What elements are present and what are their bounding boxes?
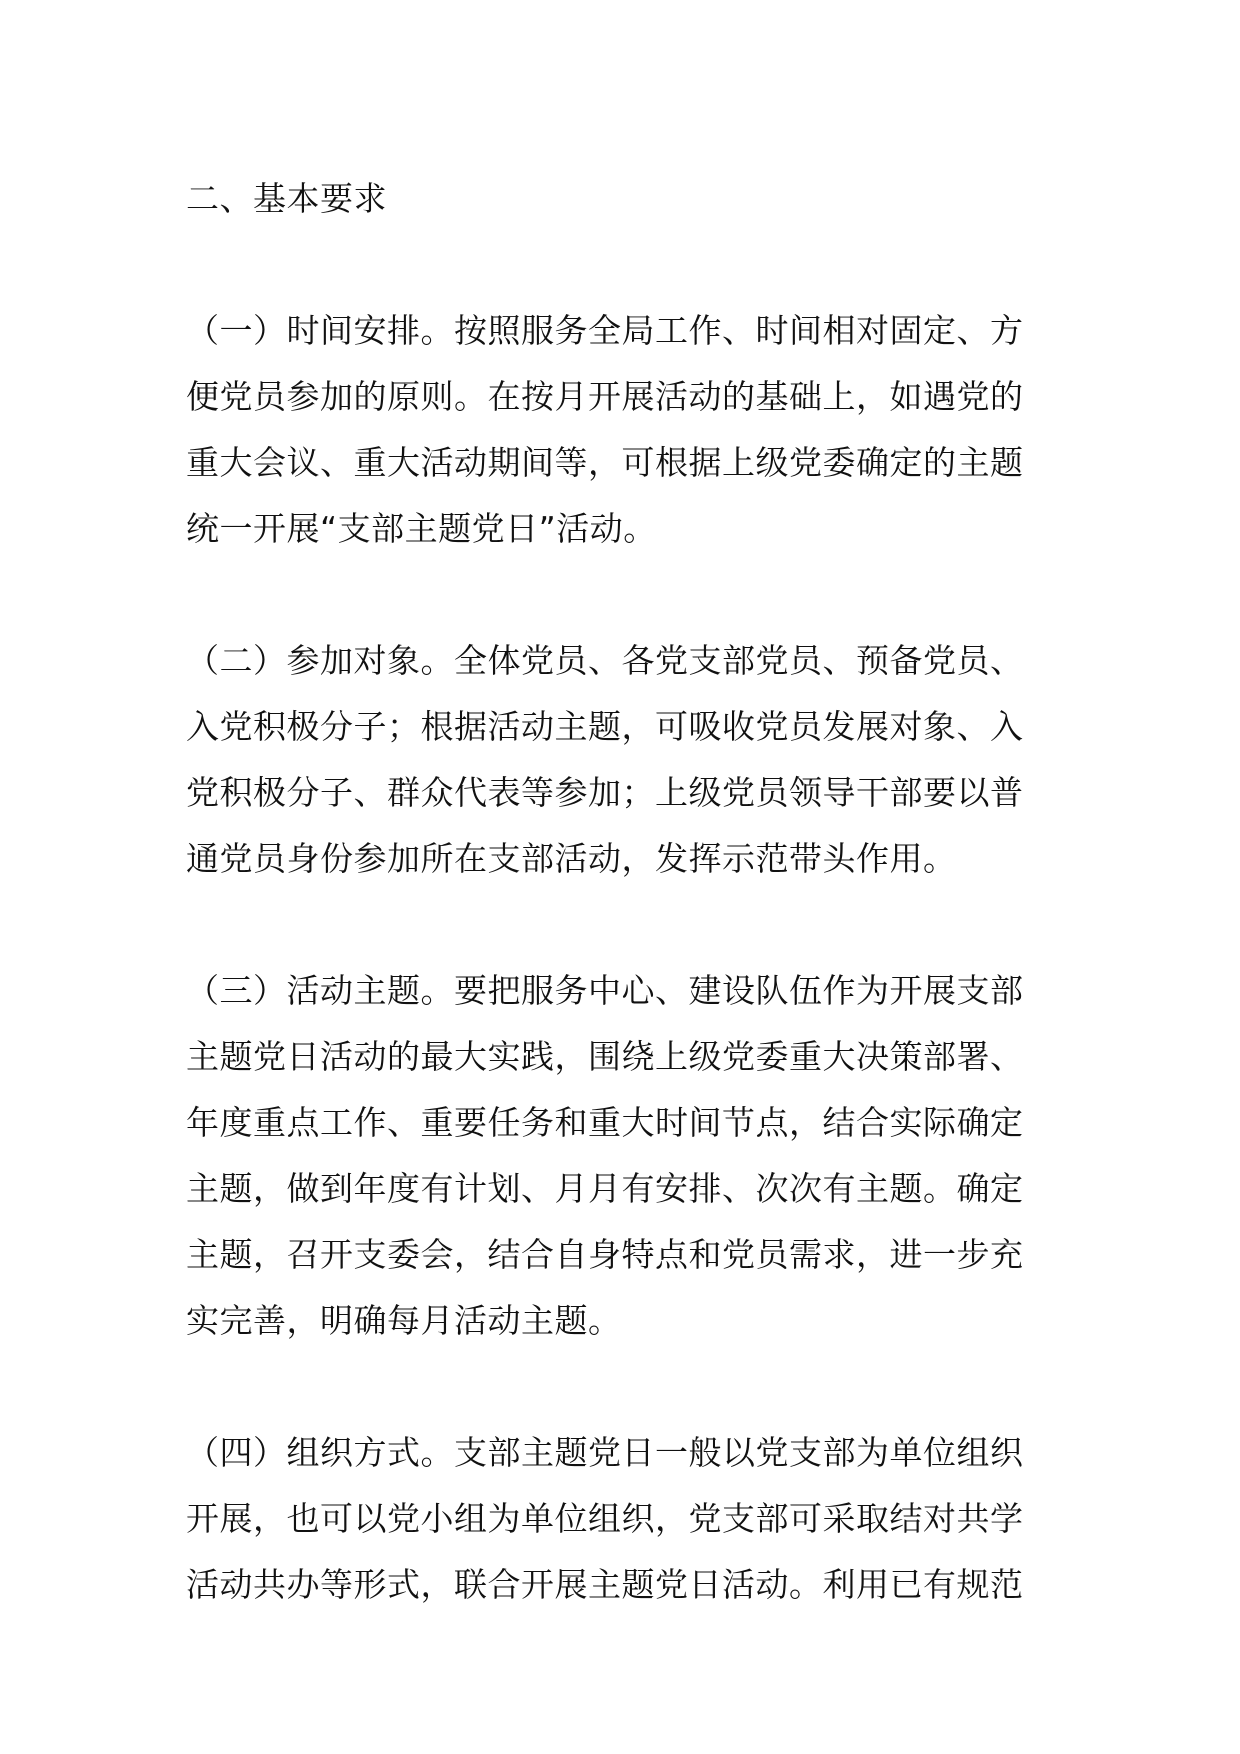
text-line: 年度重点工作、重要任务和重大时间节点，结合实际确定 <box>186 1103 1024 1142</box>
text-line: （三）活动主题。要把服务中心、建设队伍作为开展支部 <box>186 971 1024 1010</box>
text-line: 活动共办等形式，联合开展主题党日活动。利用已有规范 <box>186 1565 1024 1604</box>
text-line: 主题党日活动的最大实践，围绕上级党委重大决策部署、 <box>186 1037 1024 1076</box>
text-line: 统一开展“支部主题党日”活动。 <box>186 509 657 548</box>
paragraph-activity-theme <box>186 958 1066 1354</box>
text-line: （四）组织方式。支部主题党日一般以党支部为单位组织 <box>186 1433 1024 1472</box>
document-body <box>186 166 1066 1618</box>
text-line: 主题，召开支委会，结合自身特点和党员需求，进一步充 <box>186 1235 1024 1274</box>
section-heading: 二、基本要求 <box>186 179 387 218</box>
paragraph-organization-method <box>186 1420 1066 1618</box>
text-line: 便党员参加的原则。在按月开展活动的基础上，如遇党的 <box>186 377 1024 416</box>
text-line: 党积极分子、群众代表等参加；上级党员领导干部要以普 <box>186 773 1024 812</box>
paragraph-participants <box>186 628 1066 892</box>
paragraph-time-arrangement <box>186 298 1066 562</box>
text-line: 实完善，明确每月活动主题。 <box>186 1301 622 1340</box>
text-line: （一）时间安排。按照服务全局工作、时间相对固定、方 <box>186 311 1024 350</box>
text-line: 入党积极分子；根据活动主题，可吸收党员发展对象、入 <box>186 707 1024 746</box>
text-line: 开展，也可以党小组为单位组织，党支部可采取结对共学 <box>186 1499 1024 1538</box>
text-line: 重大会议、重大活动期间等，可根据上级党委确定的主题 <box>186 443 1024 482</box>
text-line: 主题，做到年度有计划、月月有安排、次次有主题。确定 <box>186 1169 1024 1208</box>
text-line: （二）参加对象。全体党员、各党支部党员、预备党员、 <box>186 641 1024 680</box>
text-line: 通党员身份参加所在支部活动，发挥示范带头作用。 <box>186 839 957 878</box>
